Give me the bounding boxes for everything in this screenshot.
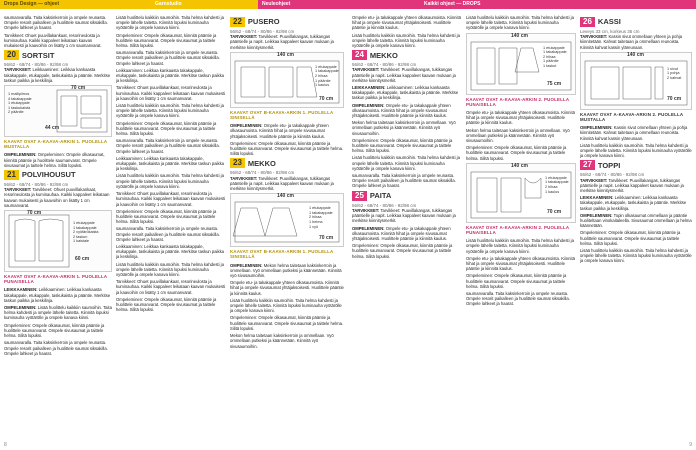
diagram-legend: 1 etukappale 1 takakappale 2 hihaa 1 kaulus <box>545 175 569 194</box>
pattern-header <box>4 50 112 60</box>
body-text: Lisää huolittelu kaikkiin saumoihin. Taita helma kahdesti ja ompele lähelle taitetta. Kiinnitä lopuksi kuminauha vyötärölle ja ompele kanava kiinni. <box>580 248 692 264</box>
body-text: OMPELEMINEN: Mekon helma taitetaan kaksinkerroin ja ommellaan. Vyö ommellaan putkeksi ja käännetään. Kiinnitä vyö sivusaumoihin. <box>230 262 342 279</box>
body-text: Ompele etu- ja takakappale yhteen olkasaumoista. Kiinnitä hihat ja ompele sivusaumat yhtäjaksoisesti. Huolittele pääntie ja kiinnitä kaulus. <box>466 110 575 126</box>
diagram-legend: 1 mallipiirros 4 takakappale 1 etukappale 1 taskukaista 2 pääntie <box>8 92 32 115</box>
dimension-width: 140 cm <box>627 51 644 58</box>
pattern-header <box>580 17 692 27</box>
body-text: TARVIKKEET: Leikkaaminen: Leikkaa kankaasta takakappale, etukappale, taskukaista ja pääntie. Merkitse taskun paikka ja keskilinja. <box>4 67 111 83</box>
pattern-size: 56/62 - 68/74 - 80/86 - 92/98 cm <box>352 62 417 68</box>
diagram-caption: KAAVAT OVAT A-KAAVA-ARKIN 2. PUOLELLA MUSTALLA <box>580 111 684 123</box>
dimension-height: 70 cm <box>319 95 334 102</box>
body-text: saumanvaralla. Taita kaksinkerroin ja ompele reunasta. Ompele resorit paikalleen ja huolittele saumat siksakilla. Ompele lahkeet ja haarat. <box>4 340 108 356</box>
body-text: OMPELEMINEN: Ompele etu- ja takakappale yhteen olkasaumoista. Kiinnitä hihat ja ompele sivusaumat yhtäjaksoisesti. Huolittele pääntie ja kiinnitä kaulus. <box>230 123 329 139</box>
body-text: Ompeleminen: Ompele olkasaumat, kiinnitä pääntie ja huolittele saumanvarat. Ompele sivusaumat ja taittele helma. Silitä lopuksi. <box>116 120 217 137</box>
body-text: Mekon helma taitetaan kaksinkerroin ja ommellaan. Vyö ommellaan putkeksi ja käännetään. Kiinnitä vyö sivusaumoihin. <box>352 120 456 136</box>
body-text: saumanvaralla. Taita kaksinkerroin ja ompele reunasta. Ompele resorit paikalleen ja huolittele saumat siksakilla. Ompele lahkeet ja haarat. <box>116 226 220 242</box>
pattern-number: 23 <box>230 158 245 168</box>
body-text: Leikkaaminen: Leikkaa kankaasta takakappale, etukappale, taskukaista ja pääntie. Merkitse taskun paikka ja keskilinja. <box>116 243 225 260</box>
column <box>4 15 112 444</box>
dimension-height: 70 cm <box>319 235 334 242</box>
body-text: Lisää huolittelu kaikkiin saumoihin. Taita helma kahdesti ja ompele lähelle taitetta. Kiinnitä lopuksi kuminauha vyötärölle ja ompele kanava kiinni. <box>580 142 692 159</box>
body-text: Leikkaaminen: Leikkaa kankaasta takakappale, etukappale, taskukaista ja pääntie. Merkitse taskun paikka ja keskilinja. <box>116 67 225 84</box>
body-text: Lisää huolittelu kaikkiin saumoihin. Taita helma kahdesti ja ompele lähelle taitetta. Kiinnitä lopuksi kuminauha vyötärölle ja ompele kanava kiinni. <box>466 15 574 31</box>
column <box>580 15 692 444</box>
body-text: saumanvaralla. Taita kaksinkerroin ja ompele reunasta. Ompele resorit paikalleen ja huolittele saumat siksakilla. Ompele lahkeet ja haarat. <box>116 138 220 154</box>
diagram-legend: 1 etukappale 1 takakappale 2 vyötärökaista 2 taskun 1 kaistale <box>73 221 99 244</box>
body-text: Mekon helma taitetaan kaksinkerroin ja ommellaan. Vyö ommellaan putkeksi ja käännetään. Kiinnitä vyö sivusaumoihin. <box>230 333 334 349</box>
pattern-number: 22 <box>230 17 245 27</box>
body-text: Ompeleminen: Ompele olkasaumat, kiinnitä pääntie ja huolittele saumanvarat. Ompele sivusaumat ja taittele helma. Silitä lopuksi. <box>4 322 105 339</box>
pattern-name: SORTSIT <box>21 50 55 60</box>
body-text: TARVIKKEET: Tarvikkeet: Puuvillakangas, tukikangas pääntielle ja napit. Leikkaa kappaleet kaavan mukaan ja merkitse kiinnitysmerkit. <box>352 207 456 224</box>
column <box>466 15 576 444</box>
body-text: Leikkaaminen: Leikkaa kankaasta takakappale, etukappale, taskukaista ja pääntie. Merkitse taskun paikka ja keskilinja. <box>116 155 225 172</box>
body-text: OMPELEMINEN: Ompele etu- ja takakappale yhteen olkasaumoista. Kiinnitä hihat ja ompele sivusaumat yhtäjaksoisesti. Huolittele pääntie ja kiinnitä kaulus. <box>352 102 451 119</box>
dimension-height: 75 cm <box>547 80 562 87</box>
cutting-diagram <box>580 52 692 110</box>
dimension-width: 140 cm <box>511 32 528 39</box>
right-page <box>350 11 694 448</box>
pattern-number: 25 <box>352 191 367 201</box>
body-text: Lisää huolittelu kaikkiin saumoihin. Taita helma kahdesti ja ompele lähelle taitetta. Kiinnitä lopuksi kuminauha vyötärölle ja ompele kanava kiinni. <box>116 103 224 119</box>
diagram-caption: KAAVAT OVAT B-KAAVA-ARKIN 1. PUOLELLA SINISELLÄ <box>230 249 334 260</box>
pattern-name: PAITA <box>369 191 392 201</box>
header-segment: Drops Design — ohjeet <box>0 0 151 9</box>
pattern-header <box>4 170 112 180</box>
pattern-size: 56/62 - 68/74 - 80/86 - 92/98 cm <box>230 170 295 176</box>
body-text: Lisää huolittelu kaikkiin saumoihin. Taita helma kahdesti ja ompele lähelle taitetta. Kiinnitä lopuksi kuminauha vyötärölle ja ompele kanava kiinni. <box>466 238 574 254</box>
body-text: Lisää huolittelu kaikkiin saumoihin. Taita helma kahdesti ja ompele lähelle taitetta. Kiinnitä lopuksi kuminauha vyötärölle ja ompele kanava kiinni. <box>116 173 224 189</box>
body-text: LEIKKAAMINEN: Leikkaaminen: Leikkaa kankaasta takakappale, etukappale, taskukaista ja pääntie. Merkitse taskun paikka ja keskilinja. <box>580 195 687 211</box>
pattern-name: POLVIHOUSUT <box>21 170 76 180</box>
body-text: saumanvaralla. Taita kaksinkerroin ja ompele reunasta. Ompele resorit paikalleen ja huolittele saumat siksakilla. Ompele lahkeet ja haarat. <box>466 291 570 307</box>
pattern-header <box>230 17 344 27</box>
body-text: TARVIKKEET: Tarvikkeet: Puuvillakangas, tukikangas pääntielle ja napit. Leikkaa kappaleet kaavan mukaan ja merkitse kiinnitysmerkit. <box>580 177 684 194</box>
dimension-width: 140 cm <box>511 162 528 169</box>
body-text: saumanvaralla. Taita kaksinkerroin ja ompele reunasta. Ompele resorit paikalleen ja huolittele saumat siksakilla. Ompele lahkeet ja haarat. <box>352 173 456 189</box>
pattern-number: 20 <box>4 50 19 60</box>
pattern-number: 24 <box>352 50 367 60</box>
body-text: saumanvaralla. Taita kaksinkerroin ja ompele reunasta. Ompele resorit paikalleen ja huolittele saumat siksakilla. Ompele lahkeet ja haarat. <box>116 50 220 66</box>
pattern-size: Leveys 33 cm, korkeus 35 cm <box>580 29 640 34</box>
body-text: OMPELEMINEN: Ompeleminen: Ompele olkasaumat, kiinnitä pääntie ja huolittele saumanvarat. Ompele sivusaumat ja taittele helma. Silitä lopuksi. <box>4 152 105 168</box>
body-text: Lisää huolittelu kaikkiin saumoihin. Taita helma kahdesti ja ompele lähelle taitetta. Kiinnitä lopuksi kuminauha vyötärölle ja ompele kanava kiinni. <box>352 155 460 171</box>
dimension-width: 140 cm <box>277 51 294 58</box>
dimension-width: 70 cm <box>27 210 42 217</box>
body-text: Ompeleminen: Ompele olkasaumat, kiinnitä pääntie ja huolittele saumanvarat. Ompele sivusaumat ja taittele helma. Silitä lopuksi. <box>466 145 567 161</box>
pattern-number: 26 <box>580 17 595 27</box>
dimension-width: 70 cm <box>71 85 86 92</box>
body-text: Ompeleminen: Ompele olkasaumat, kiinnitä pääntie ja huolittele saumanvarat. Ompele sivusaumat ja taittele helma. Silitä lopuksi. <box>466 273 567 289</box>
body-text: Ompeleminen: Ompele olkasaumat, kiinnitä pääntie ja huolittele saumanvarat. Ompele sivusaumat ja taittele helma. Silitä lopuksi. <box>230 315 344 331</box>
body-text: OMPELEMINEN: Ompele etu- ja takakappale yhteen olkasaumoista. Kiinnitä hihat ja ompele sivusaumat yhtäjaksoisesti. Huolittele pääntie ja kiinnitä kaulus. <box>352 225 451 241</box>
diagram-caption: KAAVAT OVAT A-KAAVA-ARKIN 2. PUOLELLA PUNAISELLA <box>466 224 570 236</box>
body-text: Ompele etu- ja takakappale yhteen olkasaumoista. Kiinnitä hihat ja ompele sivusaumat yhtäjaksoisesti. Huolittele pääntie ja kiinnitä kaulus. <box>466 255 575 272</box>
cutting-diagram <box>230 52 344 108</box>
pattern-size: 56/62 - 68/74 - 80/86 - 92/98 cm <box>4 62 69 68</box>
header-segment: Garnstudio <box>151 0 258 9</box>
diagram-legend: 1 etukappale 1 takakappale 2 hihaa 1 pääntie 1 taskut <box>543 45 567 68</box>
body-text: Ompeleminen: Ompele olkasaumat, kiinnitä pääntie ja huolittele saumanvarat. Ompele sivusaumat ja taittele helma. Silitä lopuksi. <box>230 140 344 157</box>
left-page <box>2 11 346 448</box>
body-text: Ompeleminen: Ompele olkasaumat, kiinnitä pääntie ja huolittele saumanvarat. Ompele sivusaumat ja taittele helma. Silitä lopuksi. <box>116 208 217 225</box>
body-text: Ompele etu- ja takakappale yhteen olkasaumoista. Kiinnitä hihat ja ompele sivusaumat yhtäjaksoisesti. Huolittele pääntie ja kiinnitä kaulus. <box>230 280 344 296</box>
pattern-header <box>352 191 462 201</box>
body-text: TARVIKKEET: Kassin sivut ommellaan yhteen ja pohja kiinnitetään. Kahvat taitetaan ja ommellaan reunoista. Kiinnitä kahvat kassin yläreunaan. <box>580 34 683 50</box>
body-text: Tarvikkeet: Ohuet puuvillakankaat, resorineulosta ja kuminauhaa. Kaikki kappaleet leikataan kaavan mukaisesti ja kaavoihin on lisätty 1 cm saumanvarat. <box>116 279 226 295</box>
body-text: TARVIKKEET: Tarvikkeet: Puuvillakangas, tukikangas pääntielle ja napit. Leikkaa kappaleet kaavan mukaan ja merkitse kiinnitysmerkit. <box>352 67 456 83</box>
diagram-caption: KAAVAT OVAT B-KAAVA-ARKIN 1. PUOLELLA SINISELLÄ <box>230 109 334 121</box>
body-text: saumanvaralla. Taita kaksinkerroin ja ompele reunasta. Ompele resorit paikalleen ja huolittele saumat siksakilla. Ompele lahkeet ja haarat. <box>4 15 108 31</box>
body-text: Mekon helma taitetaan kaksinkerroin ja ommellaan. Vyö ommellaan putkeksi ja käännetään. Kiinnitä vyö sivusaumoihin. <box>466 127 570 144</box>
body-text: Ompeleminen: Ompele olkasaumat, kiinnitä pääntie ja huolittele saumanvarat. Ompele sivusaumat ja taittele helma. Silitä lopuksi. <box>580 230 681 246</box>
column <box>230 15 344 444</box>
diagram-caption: KAAVAT OVAT A-KAAVA-ARKIN 1. PUOLELLA MUSTALLA <box>4 139 108 150</box>
pattern-number: 27 <box>580 160 595 170</box>
dimension-height: 70 cm <box>667 95 682 102</box>
pattern-size: 56/62 - 68/74 - 80/86 - 92/98 cm <box>230 29 295 34</box>
pattern-number: 21 <box>4 170 19 180</box>
header-bar <box>0 0 696 9</box>
body-text: Ompeleminen: Ompele olkasaumat, kiinnitä pääntie ja huolittele saumanvarat. Ompele sivusaumat ja taittele helma. Silitä lopuksi. <box>116 32 217 49</box>
pattern-header <box>580 160 692 170</box>
pattern-header <box>352 50 462 60</box>
body-text: Ompele etu- ja takakappale yhteen olkasaumoista. Kiinnitä hihat ja ompele sivusaumat yhtäjaksoisesti. Huolittele pääntie ja kiinnitä kaulus. <box>352 15 461 31</box>
pattern-size: 56/62 - 68/74 - 80/86 - 92/98 cm <box>352 202 417 208</box>
body-text: Tarvikkeet: Ohuet puuvillakankaat, resorineulosta ja kuminauhaa. Kaikki kappaleet leikataan kaavan mukaisesti ja kaavoihin on lisätty 1 cm saumanvarat. <box>4 32 102 49</box>
diagram-legend: 1 etukappale 1 takakappale 2 hihaa 1 helma 1 vyö <box>309 206 333 229</box>
body-text: Lisää huolittelu kaikkiin saumoihin. Taita helma kahdesti ja ompele lähelle taitetta. Kiinnitä lopuksi kuminauha vyötärölle ja ompele kanava kiinni. <box>116 15 224 31</box>
body-text: OMPELEMINEN: Topin olkasaumat ommellaan ja pääntie huoliteltaan vinokaitaleella. Sivusaumat ommellaan ja helma käännetään. <box>580 212 692 229</box>
body-text: Ompeleminen: Ompele olkasaumat, kiinnitä pääntie ja huolittele saumanvarat. Ompele sivusaumat ja taittele helma. Silitä lopuksi. <box>352 137 453 154</box>
body-text: OMPELEMINEN: Lisää huolittelu kaikkiin saumoihin. Taita helma kahdesti ja ompele lähelle taitetta. Kiinnitä lopuksi kuminauha vyötärölle ja ompele kanava kiinni. <box>4 305 112 321</box>
body-text: Lisää huolittelu kaikkiin saumoihin. Taita helma kahdesti ja ompele lähelle taitetta. Kiinnitä lopuksi kuminauha vyötärölle ja ompele kanava kiinni. <box>352 32 460 49</box>
body-text: LEIKKAAMINEN: Leikkaaminen: Leikkaa kankaasta takakappale, etukappale, taskukaista ja pääntie. Merkitse taskun paikka ja keskilinja. <box>352 85 459 101</box>
dimension-width: 140 cm <box>277 193 294 200</box>
cutting-diagram <box>466 163 576 223</box>
header-segment: Kaikki ohjeet — DROPS <box>420 0 696 9</box>
cutting-diagram <box>4 85 112 137</box>
page-number: 8 <box>4 442 7 448</box>
pattern-name: PUSERO <box>247 17 280 27</box>
body-text: Lisää huolittelu kaikkiin saumoihin. Taita helma kahdesti ja ompele lähelle taitetta. Kiinnitä lopuksi kuminauha vyötärölle ja ompele kanava kiinni. <box>116 261 224 277</box>
pattern-name: MEKKO <box>369 50 398 60</box>
pattern-name: KASSI <box>597 17 621 27</box>
body-text: TARVIKKEET: Tarvikkeet: Puuvillakangas, tukikangas pääntielle ja napit. Leikkaa kappaleet kaavan mukaan ja merkitse kiinnitysmerkit. <box>230 175 334 192</box>
page-number: 9 <box>689 442 692 448</box>
pattern-name: MEKKO <box>247 158 276 168</box>
cutting-diagram <box>466 33 576 95</box>
pattern-size: 56/62 - 68/74 - 80/86 - 92/98 cm <box>580 172 645 178</box>
column <box>116 15 226 444</box>
pattern-size: 56/62 - 68/74 - 80/86 - 92/98 cm <box>4 182 69 188</box>
body-text: LEIKKAAMINEN: Leikkaaminen: Leikkaa kankaasta takakappale, etukappale, taskukaista ja pääntie. Merkitse taskun paikka ja keskilinja. <box>4 287 111 303</box>
body-text: TARVIKKEET: Tarvikkeet: Puuvillakangas, tukikangas pääntielle ja napit. Leikkaa kappaleet kaavan mukaan ja merkitse kiinnitysmerkit. <box>230 34 334 50</box>
dimension-height: 44 cm <box>45 125 60 132</box>
pattern-header <box>230 158 344 168</box>
diagram-legend: 1 etukappale 1 takakappale 2 hihaa 1 pääntie 1 kaulus <box>315 64 339 88</box>
diagram-legend: 1 sivut 1 pohja 2 kahvat <box>667 66 682 80</box>
diagram-caption: KAAVAT OVAT A-KAAVA-ARKIN 2. PUOLELLA PUNAISELLA <box>466 96 570 107</box>
diagram-caption: KAAVAT OVAT A-KAAVA-ARKIN 1. PUOLELLA PUNAISELLA <box>4 274 108 285</box>
column <box>352 15 462 444</box>
body-text: Tarvikkeet: Ohuet puuvillakankaat, resorineulosta ja kuminauhaa. Kaikki kappaleet leikataan kaavan mukaisesti ja kaavoihin on lisätty 1 cm saumanvarat. <box>116 191 226 207</box>
body-text: Tarvikkeet: Ohuet puuvillakankaat, resorineulosta ja kuminauhaa. Kaikki kappaleet leikataan kaavan mukaisesti ja kaavoihin on lisätty 1 cm saumanvarat. <box>116 85 226 101</box>
body-text: Ompeleminen: Ompele olkasaumat, kiinnitä pääntie ja huolittele saumanvarat. Ompele sivusaumat ja taittele helma. Silitä lopuksi. <box>352 243 453 259</box>
body-text: Ompeleminen: Ompele olkasaumat, kiinnitä pääntie ja huolittele saumanvarat. Ompele sivusaumat ja taittele helma. Silitä lopuksi. <box>116 296 217 313</box>
dimension-height: 70 cm <box>547 208 562 215</box>
dimension-height: 60 cm <box>75 256 90 263</box>
body-text: Lisää huolittelu kaikkiin saumoihin. Taita helma kahdesti ja ompele lähelle taitetta. Kiinnitä lopuksi kuminauha vyötärölle ja ompele kanava kiinni. <box>230 297 342 314</box>
body-text: OMPELEMINEN: Kassin sivut ommellaan yhteen ja pohja kiinnitetään. Kahvat taitetaan ja ommellaan reunoista. Kiinnitä kahvat kassin yläreunaan. <box>580 125 688 141</box>
cutting-diagram <box>230 193 344 247</box>
body-text: TARVIKKEET: Tarvikkeet: Ohuet puuvillakankaat, resorineulosta ja kuminauhaa. Kaikki kappaleet leikataan kaavan mukaisesti ja kaavoihin on lisätty 1 cm saumanvarat. <box>4 187 110 208</box>
pattern-name: TOPPI <box>597 160 621 170</box>
cutting-diagram <box>4 210 112 272</box>
header-segment: Neuleohjeet <box>258 0 420 9</box>
